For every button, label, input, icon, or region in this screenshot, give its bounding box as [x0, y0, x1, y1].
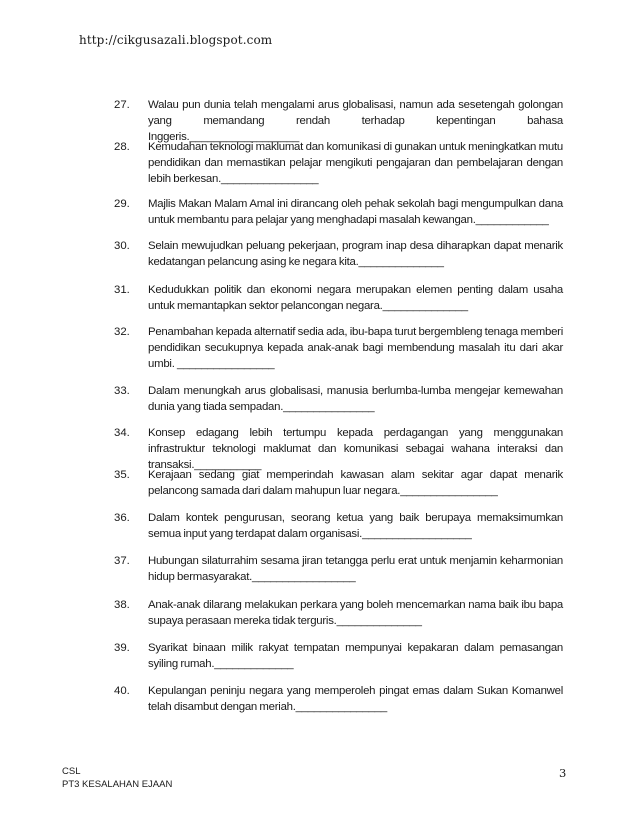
question-number: 28. [114, 141, 130, 153]
question-text: Kedudukkan politik dan ekonomi negara merupakan elemen penting dalam usaha untuk memantapkan sektor pelancongan negara.______________ [148, 284, 563, 312]
footer-subject: PT3 KESALAHAN EJAAN [62, 779, 173, 790]
question-number: 29. [114, 198, 130, 210]
question-number: 27. [114, 99, 130, 111]
question-number: 34. [114, 427, 130, 439]
question-text: Syarikat binaan milik rakyat tempatan mempunyai kepakaran dalam pemasangan syiling rumah._____________ [148, 642, 563, 670]
question-text: Kemudahan teknologi maklumat dan komunikasi di gunakan untuk meningkatkan mutu pendidikan dan memastikan pelajar mengikuti pengajaran dan pembelajaran dengan lebih berkesan.________________ [148, 141, 563, 185]
question-number: 33. [114, 385, 130, 397]
question-number: 36. [114, 512, 130, 524]
question-number: 31. [114, 284, 130, 296]
question-text: Konsep edagang lebih tertumpu kepada perdagangan yang menggunakan infrastruktur teknologi maklumat dan komunikasi sebagai wahana interaksi dan transaksi.___________ [148, 427, 563, 471]
question-text: Penambahan kepada alternatif sedia ada, ibu-bapa turut bergembleng tenaga memberi pendidikan secukupnya kepada anak-anak bagi membendung masalah itu dari akar umbi. ________________ [148, 326, 563, 370]
question-text: Hubungan silaturrahim sesama jiran tetangga perlu erat untuk menjamin keharmonian hidup bermasyarakat._________________ [148, 555, 563, 583]
question-text: Anak-anak dilarang melakukan perkara yang boleh mencemarkan nama baik ibu bapa supaya perasaan mereka tidak terguris.______________ [148, 599, 563, 627]
question-number: 39. [114, 642, 130, 654]
question-number: 30. [114, 240, 130, 252]
footer-info [62, 765, 172, 791]
question-text: Kepulangan peninju negara yang memperoleh pingat emas dalam Sukan Komanwel telah disambut dengan meriah._______________ [148, 685, 563, 713]
question-number: 32. [114, 326, 130, 338]
question-text: Dalam menungkah arus globalisasi, manusia berlumba-lumba mengejar kemewahan dunia yang tiada sempadan._______________ [148, 385, 563, 413]
question-text: Dalam kontek pengurusan, seorang ketua yang baik berupaya memaksimumkan semua input yang terdapat dalam organisasi.__________________ [148, 512, 563, 540]
question-text: Majlis Makan Malam Amal ini dirancang oleh pehak sekolah bagi mengumpulkan dana untuk membantu para pelajar yang menghadapi masalah kewangan.____________ [148, 198, 563, 226]
question-text: Selain mewujudkan peluang pekerjaan, program inap desa diharapkan dapat menarik kedatangan pelancung asing ke negara kita.______________ [148, 240, 563, 268]
question-number: 38. [114, 599, 130, 611]
footer-code: CSL [62, 766, 81, 777]
page-number: 3 [559, 766, 567, 780]
question-text: Kerajaan sedang giat memperindah kawasan alam sekitar agar dapat menarik pelancong samada dari dalam mahupun luar negara.________________ [148, 469, 563, 497]
question-text: Walau pun dunia telah mengalami arus globalisasi, namun ada sesetengah golongan yang memandang rendah terhadap kepentingan bahasa Inggeris.__________________ [148, 99, 563, 143]
question-number: 37. [114, 555, 130, 567]
header-url: http://cikgusazali.blogspot.com [79, 33, 273, 47]
question-number: 35. [114, 469, 130, 481]
question-number: 40. [114, 685, 130, 697]
